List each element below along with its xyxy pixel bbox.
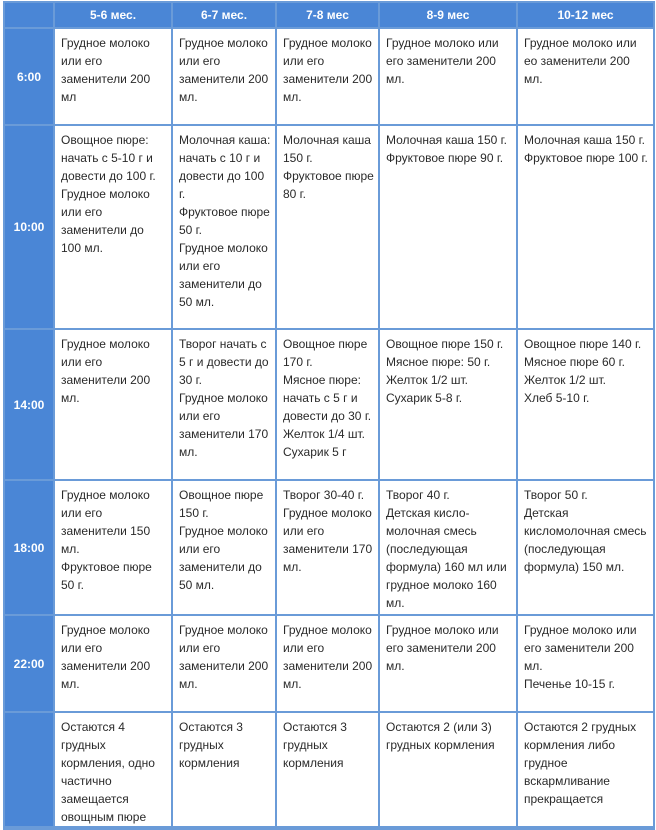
- menu-item-text: Остаются 2 грудных кормления либо грудное вскармливание прекращается: [524, 720, 637, 806]
- menu-item-text: Грудное молоко или его заменители до 50 мл.: [179, 524, 268, 592]
- schedule-row: [4, 329, 654, 480]
- menu-cell: [276, 125, 379, 329]
- time-cell: 22:00: [4, 615, 54, 712]
- menu-item-text: Сухарик 5 г: [283, 445, 347, 459]
- menu-item-text: Овощное пюре 150 г.: [179, 488, 264, 520]
- menu-item-text: Мясное пюре: 50 г.: [386, 355, 491, 369]
- menu-item-text: Грудное молоко или его заменители 200 мл.: [386, 36, 499, 86]
- menu-item-text: Творог 30-40 г.: [283, 488, 365, 502]
- menu-cell: [517, 329, 654, 480]
- time-cell: 18:00: [4, 480, 54, 615]
- menu-cell: [54, 480, 172, 615]
- menu-item-text: Овощное пюре 150 г.: [386, 337, 504, 351]
- menu-item-text: Мясное пюре: начать с 5 г и довести до 30 г.: [283, 373, 372, 423]
- menu-item-text: Желток 1/4 шт.: [283, 427, 365, 441]
- menu-cell: [379, 28, 517, 125]
- menu-item-text: Фруктовое пюре 90 г.: [386, 151, 504, 165]
- schedule-row: [4, 712, 654, 829]
- menu-item-text: Творог 40 г.: [386, 488, 450, 502]
- menu-item-text: Остаются 3 грудных кормления: [179, 720, 243, 770]
- menu-cell: [172, 28, 276, 125]
- column-header-10-12: 10-12 мес: [517, 2, 654, 28]
- feeding-schedule-table: [3, 1, 655, 830]
- menu-cell: [172, 615, 276, 712]
- menu-item-text: Грудное молоко или его заменители 200 мл.: [61, 337, 151, 405]
- menu-cell: [517, 28, 654, 125]
- menu-item-text: Молочная каша: начать с 10 г и довести до 100 г.: [179, 133, 271, 201]
- menu-cell: [379, 125, 517, 329]
- menu-cell: [379, 712, 517, 829]
- menu-item-text: Грудное молоко или его заменители до 50 мл.: [179, 241, 268, 309]
- menu-item-text: Печенье 10-15 г.: [524, 677, 615, 691]
- menu-cell: [54, 615, 172, 712]
- menu-cell: [276, 480, 379, 615]
- header-row: [4, 2, 654, 28]
- menu-item-text: Грудное молоко или его заменители 200 мл.: [283, 36, 373, 104]
- column-header-5-6: 5-6 мес.: [54, 2, 172, 28]
- schedule-row: [4, 125, 654, 329]
- menu-cell: [54, 329, 172, 480]
- menu-item-text: Грудное молоко или его заменители 200 мл.: [179, 623, 269, 691]
- column-header-7-8: 7-8 мес: [276, 2, 379, 28]
- menu-cell: [517, 712, 654, 829]
- menu-cell: [276, 712, 379, 829]
- menu-cell: [379, 480, 517, 615]
- menu-cell: [54, 125, 172, 329]
- menu-cell: [517, 125, 654, 329]
- menu-item-text: Грудное молоко или его заменители 200 мл.: [386, 623, 499, 673]
- menu-cell: [172, 712, 276, 829]
- menu-cell: [54, 712, 172, 829]
- menu-item-text: Мясное пюре 60 г.: [524, 355, 625, 369]
- menu-item-text: Грудное молоко или его заменители 200 мл.: [524, 623, 637, 673]
- menu-item-text: Фруктовое пюре 50 г.: [61, 560, 152, 592]
- menu-cell: [517, 480, 654, 615]
- menu-item-text: Остаются 3 грудных кормления: [283, 720, 347, 770]
- menu-item-text: Овощное пюре 170 г.: [283, 337, 368, 369]
- menu-item-text: Хлеб 5-10 г.: [524, 391, 590, 405]
- menu-item-text: Молочная каша 150 г.: [386, 133, 507, 147]
- column-header-8-9: 8-9 мес: [379, 2, 517, 28]
- menu-cell: [172, 480, 276, 615]
- menu-cell: [276, 329, 379, 480]
- menu-item-text: Грудное молоко или ео заменители 200 мл.: [524, 36, 637, 86]
- menu-item-text: Грудное молоко или его заменители 150 мл.: [61, 488, 151, 556]
- menu-item-text: Сухарик 5-8 г.: [386, 391, 463, 405]
- menu-cell: [379, 615, 517, 712]
- menu-item-text: Творог 50 г.: [524, 488, 588, 502]
- corner-header-cell: [4, 2, 54, 28]
- menu-item-text: Грудное молоко или его заменители до 100 мл.: [61, 187, 150, 255]
- menu-item-text: Молочная каша 150 г.: [524, 133, 645, 147]
- menu-item-text: Желток 1/2 шт.: [386, 373, 468, 387]
- column-header-6-7: 6-7 мес.: [172, 2, 276, 28]
- menu-cell: [172, 329, 276, 480]
- time-cell: 14:00: [4, 329, 54, 480]
- menu-item-text: Остаются 2 (или 3) грудных кормления: [386, 720, 495, 752]
- menu-cell: [276, 28, 379, 125]
- time-cell: 10:00: [4, 125, 54, 329]
- menu-item-text: Остаются 4 грудных кормления, одно частично замещается овощным пюре: [61, 720, 155, 824]
- menu-cell: [276, 615, 379, 712]
- time-cell: 6:00: [4, 28, 54, 125]
- schedule-row: [4, 480, 654, 615]
- menu-item-text: Овощное пюре 140 г.: [524, 337, 642, 351]
- menu-item-text: Детская кисло-молочная смесь (последующая формула) 160 мл или грудное молоко 160 мл.: [386, 506, 507, 610]
- menu-item-text: Грудное молоко или его заменители 200 мл.: [179, 36, 269, 104]
- menu-item-text: Грудное молоко или его заменители 200 мл.: [61, 623, 151, 691]
- menu-item-text: Грудное молоко или его заменители 170 мл.: [179, 391, 269, 459]
- menu-cell: [54, 28, 172, 125]
- menu-cell: [172, 125, 276, 329]
- menu-item-text: Грудное молоко или его заменители 170 мл.: [283, 506, 373, 574]
- menu-item-text: Фруктовое пюре 80 г.: [283, 169, 374, 201]
- menu-item-text: Молочная каша 150 г.: [283, 133, 371, 165]
- menu-cell: [517, 615, 654, 712]
- menu-cell: [379, 329, 517, 480]
- menu-item-text: Грудное молоко или его заменители 200 мл.: [283, 623, 373, 691]
- menu-item-text: Грудное молоко или его заменители 200 мл: [61, 36, 151, 104]
- menu-item-text: Творог начать с 5 г и довести до 30 г.: [179, 337, 269, 387]
- menu-item-text: Фруктовое пюре 50 г.: [179, 205, 270, 237]
- time-cell: [4, 712, 54, 829]
- menu-item-text: Овощное пюре: начать с 5-10 г и довести до 100 г.: [61, 133, 156, 183]
- schedule-row: [4, 28, 654, 125]
- schedule-row: [4, 615, 654, 712]
- menu-item-text: Фруктовое пюре 100 г.: [524, 151, 648, 165]
- menu-item-text: Детская кисломолочная смесь (последующая формула) 150 мл.: [524, 506, 647, 574]
- menu-item-text: Желток 1/2 шт.: [524, 373, 606, 387]
